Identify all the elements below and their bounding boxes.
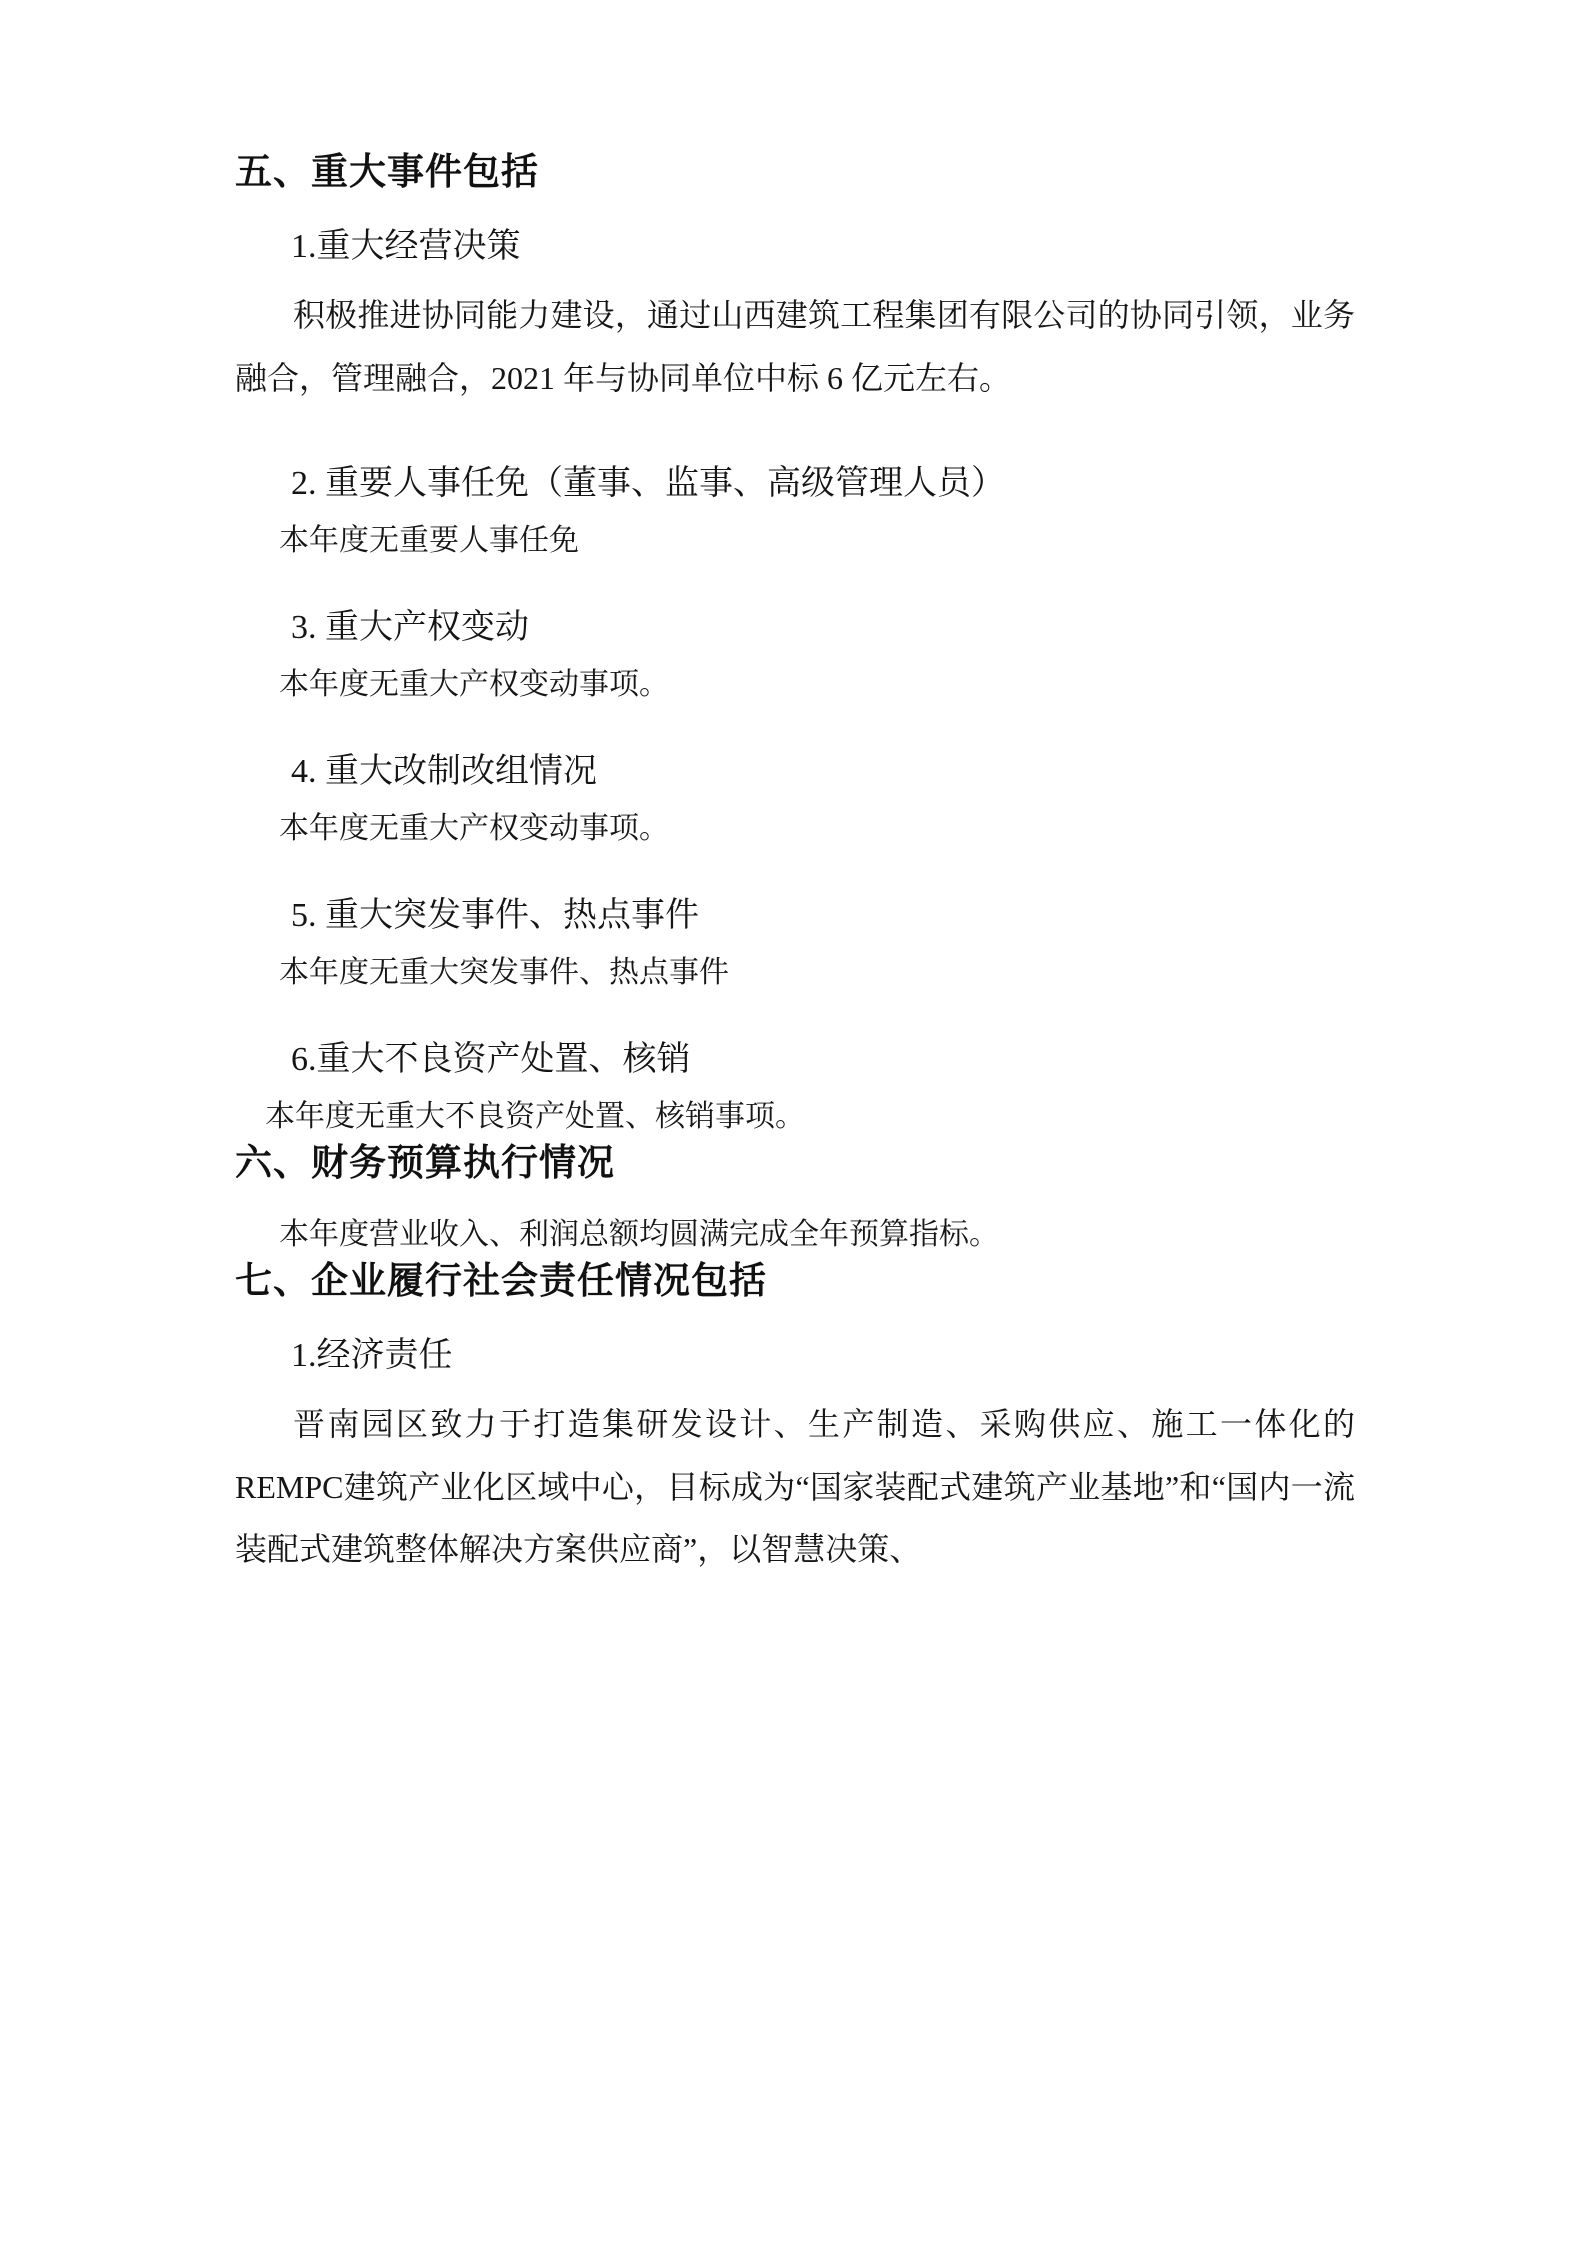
subsection-title-5-1: 1.重大经营决策 — [291, 228, 521, 266]
subsection-title-5-2: 2. 重要人事任免（董事、监事、高级管理人员） — [291, 465, 1005, 503]
document-body — [235, 150, 1355, 1580]
subsection-title-5-6: 6.重大不良资产处置、核销 — [291, 1040, 691, 1078]
subsection-body-7-1: 晋南园区致力于打造集研发设计、生产制造、采购供应、施工一体化的REMPC建筑产业化区域中心，目标成为“国家装配式建筑产业基地”和“国内一流装配式建筑整体解决方案供应商”，以智慧决策、 — [235, 1406, 1355, 1567]
subsection-title-5-3: 3. 重大产权变动 — [291, 608, 529, 646]
section-body-six: 本年度营业收入、利润总额均圆满完成全年预算指标。 — [279, 1217, 999, 1251]
subsection-body-5-4: 本年度无重大产权变动事项。 — [279, 811, 669, 845]
subsection-title-5-5: 5. 重大突发事件、热点事件 — [291, 896, 699, 934]
section-heading-six: 六、财务预算执行情况 — [235, 1140, 615, 1184]
section-heading-five: 五、重大事件包括 — [235, 150, 539, 193]
section-heading-seven: 七、企业履行社会责任情况包括 — [235, 1258, 767, 1302]
subsection-body-5-6: 本年度无重大不良资产处置、核销事项。 — [265, 1099, 805, 1133]
subsection-body-5-2: 本年度无重要人事任免 — [279, 523, 579, 557]
subsection-title-7-1: 1.经济责任 — [291, 1337, 453, 1375]
subsection-title-5-4: 4. 重大改制改组情况 — [291, 752, 597, 790]
subsection-body-5-3: 本年度无重大产权变动事项。 — [279, 667, 669, 701]
subsection-body-5-1: 积极推进协同能力建设，通过山西建筑工程集团有限公司的协同引领，业务融合，管理融合，2021 年与协同单位中标 6 亿元左右。 — [235, 297, 1355, 396]
subsection-body-5-5: 本年度无重大突发事件、热点事件 — [279, 955, 729, 989]
